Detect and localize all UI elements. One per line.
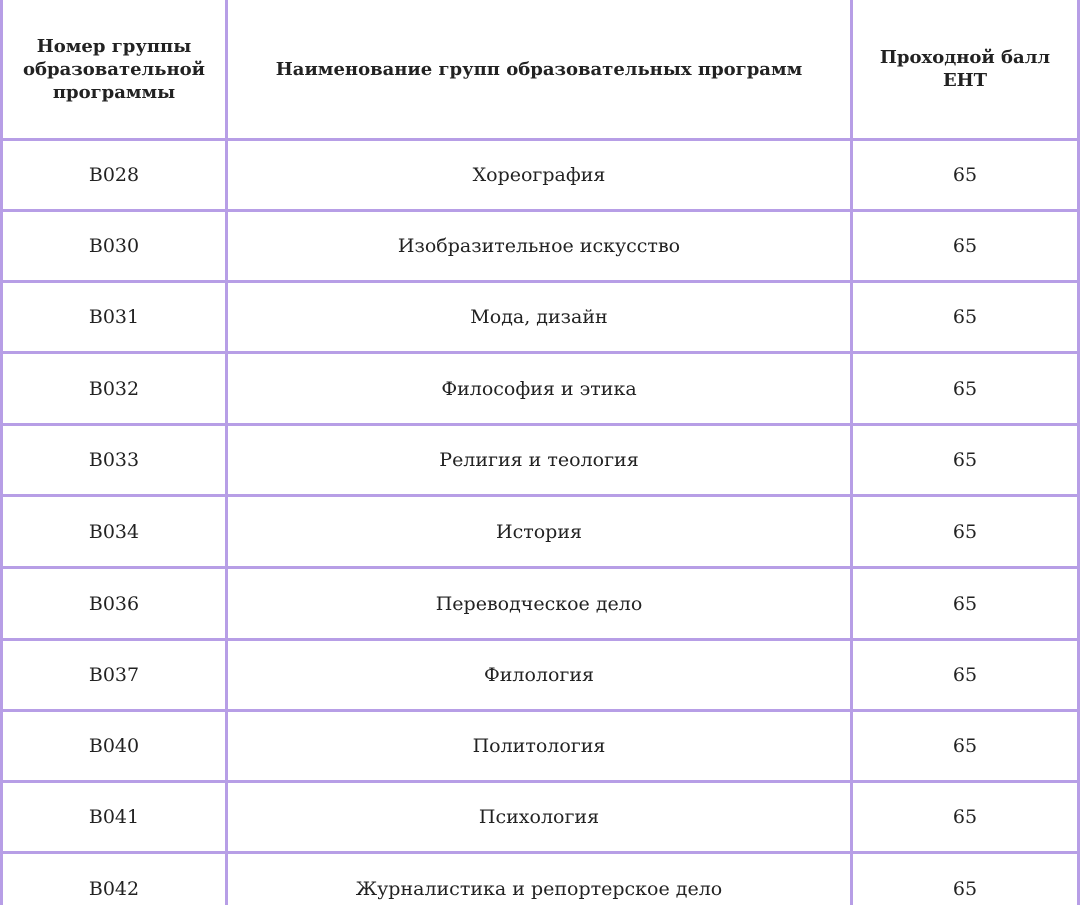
cell-group-name: Религия и теология	[439, 449, 639, 471]
cell-group-code: B037	[88, 664, 140, 686]
cell-passing-score: 65	[952, 235, 978, 257]
cell-group-name: Философия и этика	[441, 377, 637, 400]
cell-group-name: Переводческое дело	[435, 592, 643, 615]
header-group-number: Номер группы образовательной программы	[23, 35, 205, 103]
cell-passing-score: 65	[952, 520, 978, 543]
cell-group-code: B034	[88, 520, 140, 543]
cell-passing-score: 65	[952, 806, 978, 828]
cell-passing-score: 65	[952, 664, 978, 686]
cell-group-code: B042	[88, 878, 140, 900]
cell-passing-score: 65	[952, 164, 978, 186]
cell-group-name: История	[496, 520, 582, 543]
cell-passing-score: 65	[952, 449, 978, 471]
cell-group-code: B033	[88, 449, 140, 471]
cell-group-name: Изобразительное искусство	[397, 235, 681, 257]
cell-group-code: B041	[88, 806, 140, 828]
cell-group-name: Мода, дизайн	[470, 306, 608, 328]
header-group-name: Наименование групп образовательных программ	[275, 58, 803, 80]
cell-group-code: B028	[88, 164, 140, 186]
cell-group-code: B040	[88, 735, 140, 757]
cell-passing-score: 65	[952, 878, 978, 900]
cell-passing-score: 65	[952, 735, 978, 757]
header-passing-score: Проходной балл ЕНТ	[879, 47, 1051, 91]
cell-passing-score: 65	[952, 377, 978, 400]
cell-group-code: B032	[88, 377, 140, 400]
cell-group-code: B031	[88, 306, 140, 328]
cell-group-name: Филология	[483, 664, 595, 686]
cell-group-name: Политология	[472, 735, 606, 757]
cell-group-code: B030	[88, 235, 140, 257]
cell-group-name: Хореография	[472, 164, 606, 186]
cell-passing-score: 65	[952, 306, 978, 328]
cell-group-code: B036	[88, 592, 140, 615]
cell-group-name: Психология	[478, 806, 600, 828]
cell-group-name: Журналистика и репортерское дело	[355, 878, 723, 900]
cell-passing-score: 65	[952, 592, 978, 615]
